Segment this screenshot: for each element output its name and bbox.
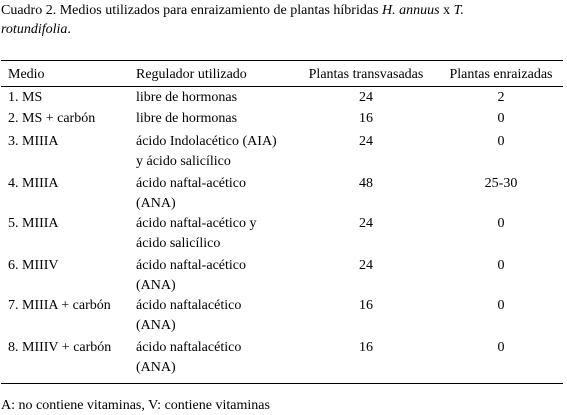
cell-regulador: libre de hormonas <box>136 111 238 126</box>
cell-medio: 3. MIIIA <box>8 134 59 149</box>
cell-regulador: ácido naftal-acético y <box>136 216 257 231</box>
table-caption <box>1 1 561 39</box>
cell-enraizadas: 0 <box>497 340 505 355</box>
header-regulador: Regulador utilizado <box>136 67 247 82</box>
cell-medio: 4. MIIIA <box>8 176 59 191</box>
caption-suffix: . <box>67 22 71 37</box>
caption-species-2-genus: T. <box>453 3 464 18</box>
caption-species-1: H. annuus <box>382 3 440 18</box>
cell-medio: 2. MS + carbón <box>8 111 96 126</box>
cell-enraizadas: 25-30 <box>484 176 518 191</box>
cell-regulador: ácido Indolacético (AIA) <box>136 134 277 149</box>
cell-transvasadas: 16 <box>359 298 373 313</box>
cell-transvasadas: 24 <box>359 216 373 231</box>
cell-transvasadas: 24 <box>359 258 373 273</box>
cell-transvasadas: 16 <box>359 340 373 355</box>
table-footnote: A: no contiene vitaminas, V: contiene vitaminas <box>1 398 270 413</box>
cell-transvasadas: 48 <box>359 176 373 191</box>
caption-species-2-epithet: rotundifolia <box>1 22 68 37</box>
cell-medio: 7. MIIIA + carbón <box>8 298 111 313</box>
cell-medio: 5. MIIIA <box>8 216 59 231</box>
cell-enraizadas: 0 <box>497 216 505 231</box>
cell-regulador: libre de hormonas <box>136 90 238 105</box>
caption-prefix: Cuadro 2. Medios utilizados para enraizamiento de plantas híbridas <box>1 3 383 18</box>
cell-transvasadas: 16 <box>359 111 373 126</box>
header-transvasadas: Plantas transvasadas <box>308 67 424 82</box>
header-enraizadas: Plantas enraizadas <box>449 67 553 82</box>
cell-transvasadas: 24 <box>359 90 373 105</box>
cell-medio: 1. MS <box>8 90 43 105</box>
cell-regulador: (ANA) <box>136 360 176 375</box>
cell-transvasadas: 24 <box>359 134 373 149</box>
cell-enraizadas: 0 <box>497 134 505 149</box>
cell-regulador: (ANA) <box>136 278 176 293</box>
cell-enraizadas: 0 <box>497 258 505 273</box>
table-header-rule <box>1 86 563 87</box>
table-bottom-rule <box>1 383 563 384</box>
cell-medio: 8. MIIIV + carbón <box>8 340 112 355</box>
cell-regulador: ácido naftal-acético <box>136 258 246 273</box>
cell-enraizadas: 0 <box>497 298 505 313</box>
cell-medio: 6. MIIIV <box>8 258 59 273</box>
table-top-rule <box>1 60 563 61</box>
header-medio: Medio <box>8 67 45 82</box>
caption-connector: x <box>439 3 454 18</box>
cell-regulador: ácido salicílico <box>136 236 221 251</box>
cell-regulador: ácido naftal-acético <box>136 176 246 191</box>
cell-regulador: ácido naftalacético <box>136 298 242 313</box>
cell-enraizadas: 0 <box>497 111 505 126</box>
cell-regulador: y ácido salicílico <box>136 154 231 169</box>
cell-regulador: ácido naftalacético <box>136 340 242 355</box>
cell-regulador: (ANA) <box>136 196 176 211</box>
cell-regulador: (ANA) <box>136 318 176 333</box>
cell-enraizadas: 2 <box>497 90 505 105</box>
